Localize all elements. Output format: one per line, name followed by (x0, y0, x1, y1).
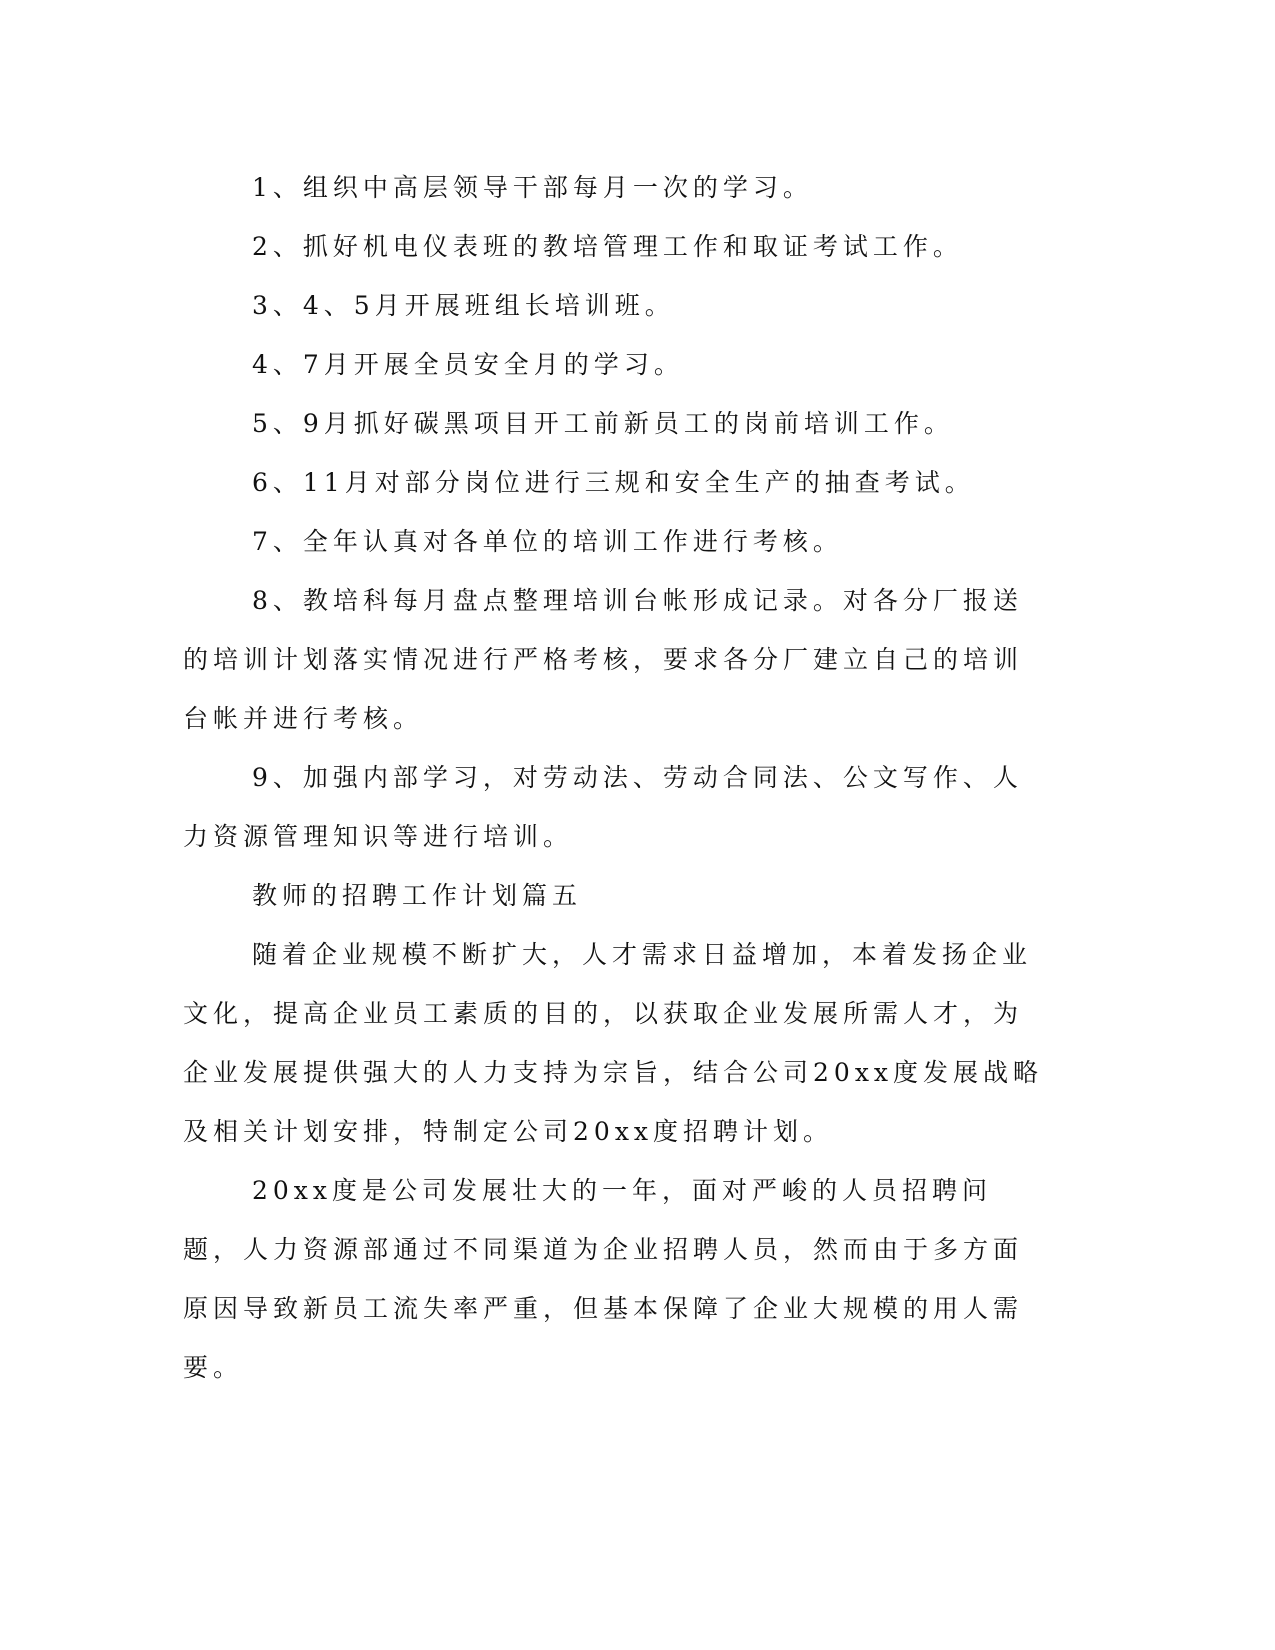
list-item-3: 3、4、5月开展班组长培训班。 (252, 291, 675, 320)
list-item-1: 1、组织中高层领导干部每月一次的学习。 (252, 173, 813, 202)
body-paragraph-intro: 随着企业规模不断扩大，人才需求日益增加，本着发扬企业文化，提高企业员工素质的目的，以获取企业发展所需人才，为企业发展提供强大的人力支持为宗旨，结合公司20xx度发展战略及相关计划安排，特制定公司20xx度招聘计划。 (183, 940, 1044, 1146)
list-item-5: 5、9月抓好碳黑项目开工前新员工的岗前培训工作。 (252, 409, 954, 438)
body-paragraph-review: 20xx度是公司发展壮大的一年，面对严峻的人员招聘问题，人力资源部通过不同渠道为企业招聘人员，然而由于多方面原因导致新员工流失率严重，但基本保障了企业大规模的用人需要。 (183, 1176, 1024, 1382)
list-item-2: 2、抓好机电仪表班的教培管理工作和取证考试工作。 (252, 232, 963, 261)
list-item-8: 8、教培科每月盘点整理培训台帐形成记录。对各分厂报送的培训计划落实情况进行严格考核，要求各分厂建立自己的培训台帐并进行考核。 (183, 586, 1024, 733)
section-heading: 教师的招聘工作计划篇五 (252, 881, 583, 910)
list-item-4: 4、7月开展全员安全月的学习。 (252, 350, 684, 379)
document-body (183, 158, 1043, 1397)
list-item-6: 6、11月对部分岗位进行三规和安全生产的抽查考试。 (252, 468, 975, 497)
list-item-7: 7、全年认真对各单位的培训工作进行考核。 (252, 527, 843, 556)
list-item-9: 9、加强内部学习，对劳动法、劳动合同法、公文写作、人力资源管理知识等进行培训。 (183, 763, 1023, 851)
